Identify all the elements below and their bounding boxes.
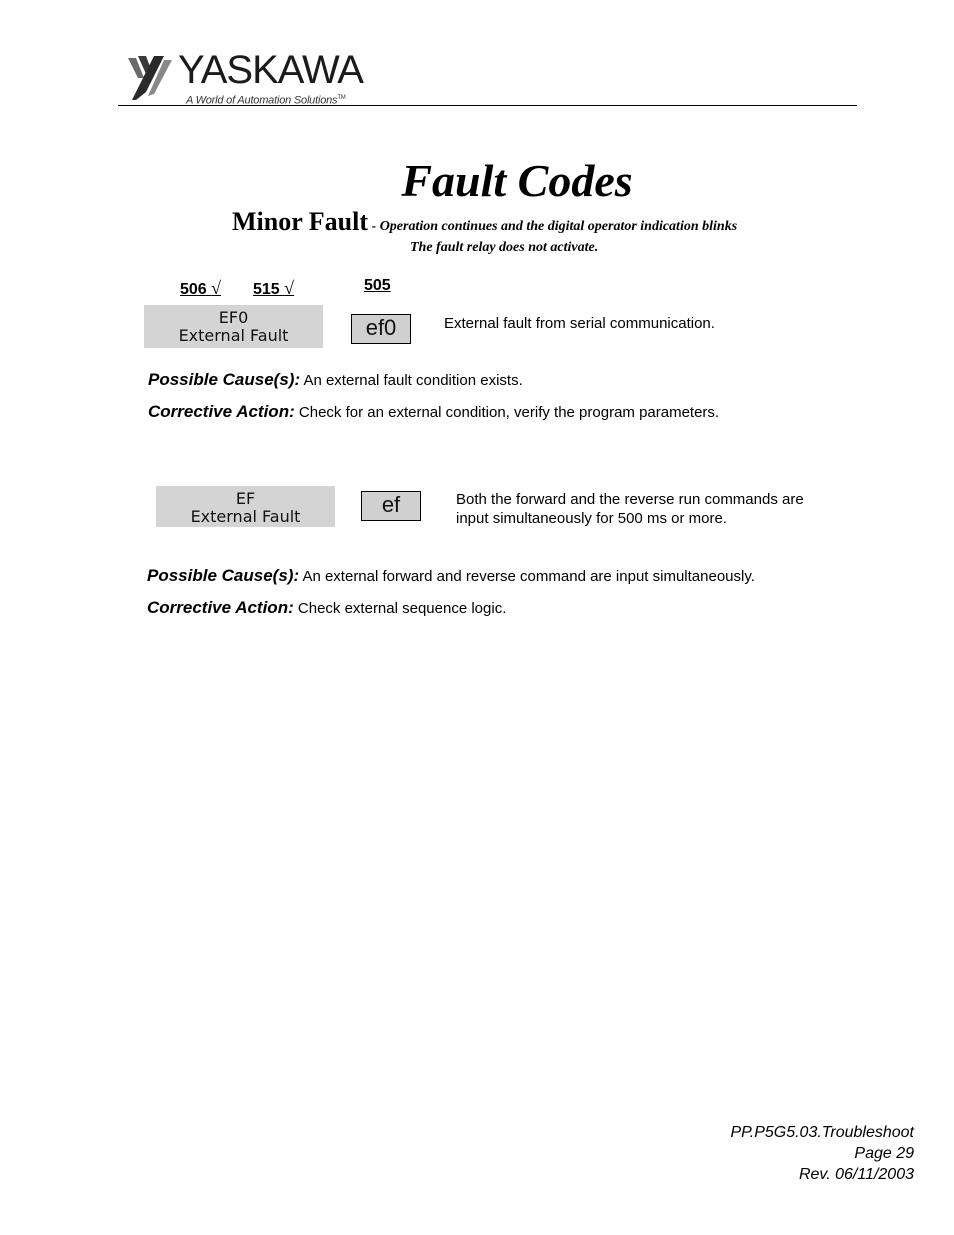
operator-display: ef0 — [351, 314, 411, 344]
fault-description-line: input simultaneously for 500 ms or more. — [456, 510, 727, 527]
fault-name: External Fault — [178, 326, 289, 345]
check-mark-icon: √ — [211, 278, 222, 298]
fault-name: External Fault — [190, 507, 301, 526]
corrective-action-label: Corrective Action: — [148, 402, 295, 421]
fault-description: External fault from serial communication. — [444, 315, 715, 332]
possible-cause-text: An external forward and reverse command are input simultaneously. — [299, 568, 755, 585]
possible-cause-label: Possible Cause(s): — [148, 370, 301, 389]
page-title: Fault Codes — [401, 155, 633, 206]
fault-description-line: Both the forward and the reverse run commands are — [456, 491, 804, 508]
possible-cause — [148, 370, 523, 390]
fault-code-box — [156, 486, 335, 527]
subtitle-note-line2: The fault relay does not activate. — [410, 240, 599, 255]
logo-wordmark: YASKAWA — [178, 48, 363, 92]
corrective-action-label: Corrective Action: — [147, 598, 294, 617]
logo-tagline-text: A World of Automation Solutions — [186, 94, 338, 107]
yaskawa-logo-icon — [124, 52, 176, 104]
corrective-action — [147, 598, 506, 618]
model-505: 505 — [364, 277, 391, 294]
possible-cause-label: Possible Cause(s): — [147, 566, 300, 585]
check-mark-icon: √ — [284, 278, 295, 298]
corrective-action — [148, 402, 719, 422]
model-506-label: 506 — [180, 281, 212, 298]
subtitle-note: - Operation continues and the digital operator indication blinks — [368, 219, 738, 234]
model-506 — [180, 278, 221, 299]
fault-code: EF — [235, 489, 256, 508]
revision-date: Rev. 06/11/2003 — [798, 1166, 914, 1183]
fault-description — [456, 490, 804, 528]
operator-display: ef — [361, 491, 421, 521]
possible-cause — [147, 566, 755, 586]
header-rule — [118, 105, 857, 106]
model-515-label: 515 — [253, 281, 285, 298]
possible-cause-text: An external fault condition exists. — [300, 372, 523, 389]
trademark-mark: TM — [337, 95, 346, 101]
subtitle — [232, 207, 737, 237]
subtitle-main: Minor Fault — [232, 207, 369, 236]
document-id: PP.P5G5.03.Troubleshoot — [730, 1124, 914, 1141]
page-footer — [730, 1122, 914, 1185]
page-number: Page 29 — [854, 1145, 914, 1162]
fault-code: EF0 — [218, 308, 249, 327]
model-515 — [253, 278, 294, 299]
fault-code-box — [144, 305, 323, 348]
corrective-action-text: Check for an external condition, verify the program parameters. — [294, 404, 720, 421]
corrective-action-text: Check external sequence logic. — [293, 600, 507, 617]
